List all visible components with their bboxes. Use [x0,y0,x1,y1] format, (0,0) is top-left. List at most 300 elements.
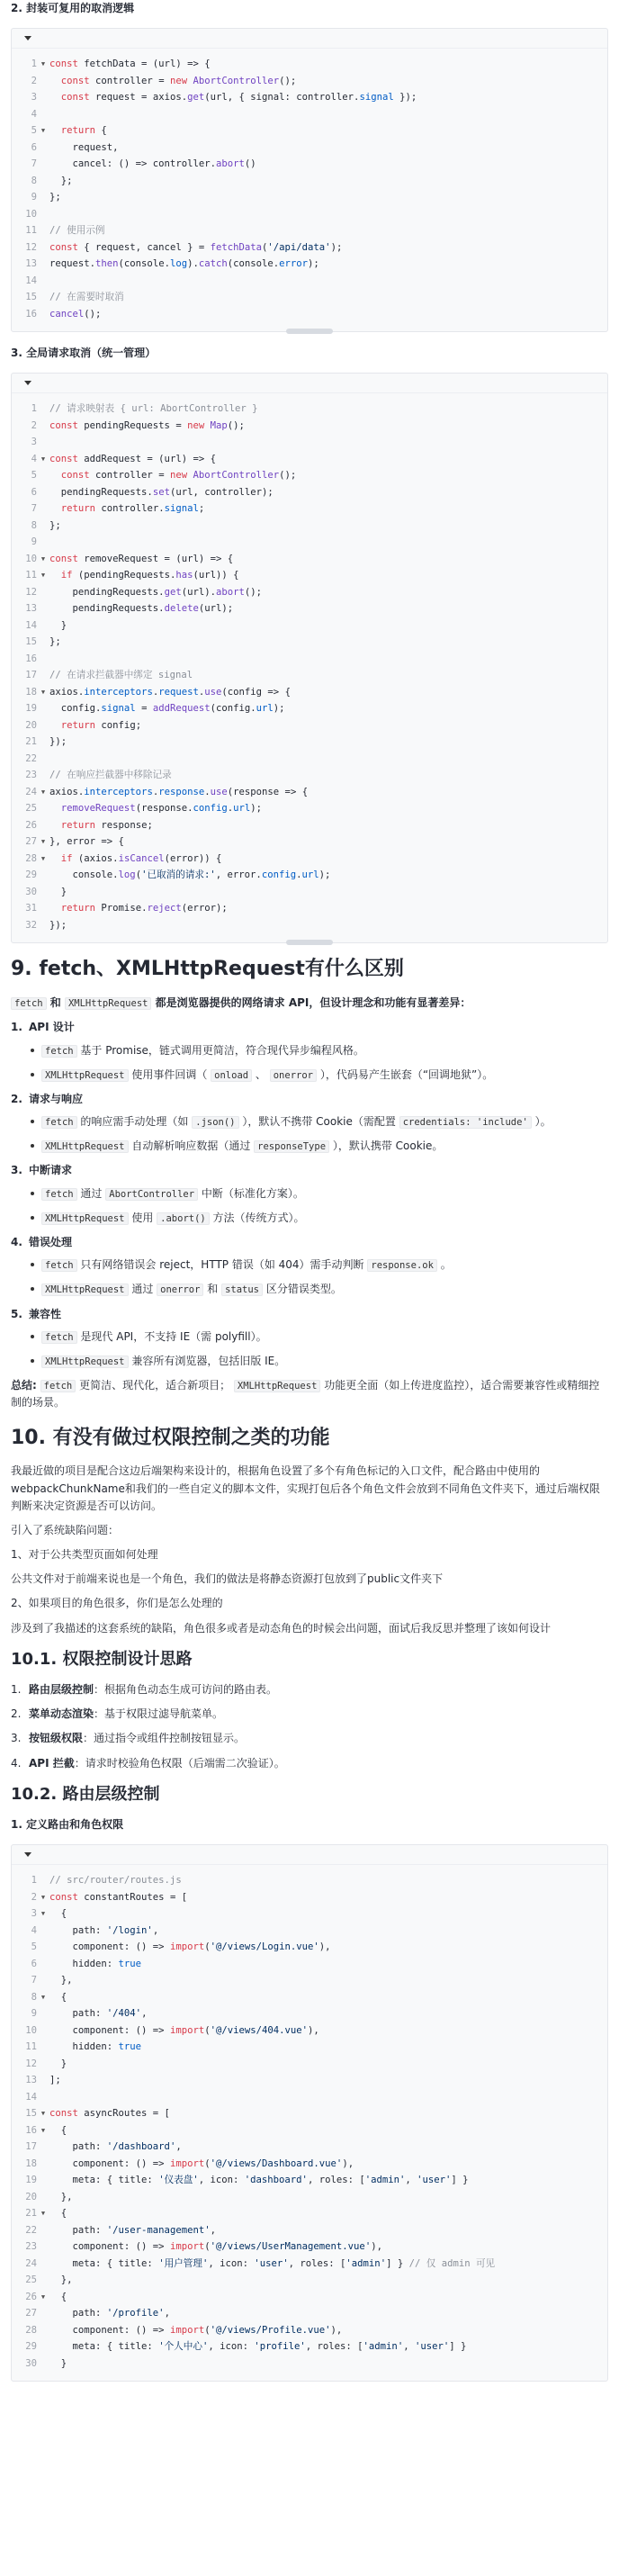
code-text: path: '/dashboard', [49,2141,182,2153]
inline-code: response.ok [367,1259,437,1272]
code-text: if (pendingRequests.has(url)) { [60,570,239,581]
code-text: config.signal = addRequest(config.url); [49,703,285,715]
code-line [12,867,607,884]
code-line [12,500,607,518]
item-number: 4. [11,1756,22,1770]
line-number: 25 [25,2274,37,2286]
inline-code: status [221,1283,263,1296]
code-line [12,2089,607,2106]
line-number: 25 [25,803,37,815]
line-number: 5 [31,470,37,482]
fold-gutter [37,2072,49,2089]
line-number: 14 [25,275,37,286]
line-number: 10 [25,2024,37,2036]
code-line [12,239,607,257]
code-line [12,289,607,306]
code-text: // 在响应拦截器中移除记录 [49,770,172,781]
line-number: 22 [25,752,37,764]
code-line [12,256,607,273]
inline-code: responseType [254,1140,329,1153]
design-item [11,1681,608,1698]
fold-gutter [37,2139,49,2156]
line-number: 13 [25,2075,37,2086]
fold-icon[interactable]: ▼ [40,2210,46,2218]
code-line [12,2156,607,2173]
fold-icon[interactable]: ▼ [40,2126,46,2134]
point-text: 和 [203,1283,222,1296]
line-number: 6 [31,141,37,153]
line-number: 19 [25,703,37,715]
line-number: 4 [31,453,37,464]
fold-gutter [37,222,49,239]
code-text: // 使用示例 [49,225,105,237]
code-text: const asyncRoutes = [ [49,2108,170,2120]
summary-paragraph [11,1377,608,1411]
design-item [11,1730,608,1747]
design-item [11,1706,608,1723]
code-line [12,817,607,834]
code-text: hidden: true [49,1958,142,1969]
heading-route-control: 10.2. 路由层级控制 [11,1784,160,1804]
code-text: // 在请求拦截器中绑定 signal [49,670,193,681]
code-text: } [49,619,67,631]
code-line [12,306,607,323]
inline-code: fetch [11,997,47,1010]
fold-gutter [37,1923,49,1940]
fold-icon[interactable]: ▼ [40,1993,46,2001]
fold-icon[interactable]: ▼ [40,838,46,846]
fold-gutter [37,817,49,834]
inline-code: onerror [157,1283,203,1296]
code-text: }, error => { [49,836,124,848]
code-line [12,1989,607,2006]
inline-code: fetch [40,1380,76,1392]
code-text: } [49,2357,67,2369]
code-line [12,684,607,701]
code-line [12,833,607,851]
point-text: 只有网络错误会 reject，HTTP 错误（如 404）需手动判断 [76,1258,368,1272]
fold-gutter [37,2272,49,2289]
intro-text: 和 [46,996,65,1010]
code-line [12,734,607,751]
code-line [12,2305,607,2322]
code-line [12,173,607,190]
summary-label: 总结: [11,1379,37,1392]
code-text [49,106,607,123]
comparison-item: 4. 错误处理 fetch 只有网络错误会 reject，HTTP 错误（如 404）需手动判断 response.ok 。 XMLHttpRequest 通过 onerror 和 status 区分错误类型。 [11,1234,608,1299]
code-line [12,800,607,817]
line-number: 28 [25,852,37,864]
code-line [12,418,607,435]
fold-gutter [37,2256,49,2273]
code-line [12,634,607,651]
inline-code: XMLHttpRequest [41,1212,129,1225]
fold-gutter [37,2222,49,2239]
fold-icon[interactable]: ▼ [40,60,46,68]
paragraph: 公共文件对于前端来说也是一个角色，我们的做法是将静态资源打包放到了public文件夹下 [11,1572,444,1586]
fold-gutter [37,500,49,518]
code-line [12,484,607,501]
fold-gutter [37,518,49,535]
code-line [12,2289,607,2306]
line-number: 15 [25,636,37,648]
fold-gutter [37,600,49,617]
point-text: 自动解析响应数据（通过 [128,1139,255,1153]
line-number: 13 [25,258,37,270]
fold-gutter [37,106,49,123]
fold-gutter [37,2022,49,2040]
code-line [12,106,607,123]
code-text: pendingRequests.delete(url); [49,603,234,615]
fold-gutter [37,1939,49,1956]
code-line [12,1939,607,1956]
line-number: 24 [25,2257,37,2269]
code-text: return Promise.reject(error); [60,903,228,914]
code-text: request.then(console.log).catch(console.error); [49,258,319,270]
line-number: 2 [31,75,37,86]
code-line [12,401,607,418]
point-text: 方法（传统方式）。 [209,1211,305,1224]
line-number: 26 [25,2291,37,2302]
code-text: console.log('已取消的请求:', error.config.url); [49,869,331,881]
code-line [12,917,607,934]
code-line [12,600,607,617]
code-text: // src/router/routes.js [49,1875,182,1887]
line-number: 29 [25,869,37,881]
fold-icon[interactable]: ▼ [40,1893,46,1901]
code-line [12,122,607,140]
comparison-heading: 中断请求 [29,1164,73,1177]
fold-icon[interactable]: ▼ [40,2110,46,2118]
code-line [12,222,607,239]
code-line [12,900,607,917]
fold-gutter [37,206,49,223]
line-number: 2 [31,419,37,431]
code-text: meta: { title: '个人中心', icon: 'profile', roles: ['admin', 'user'] } [49,2341,467,2353]
code-line [12,2172,607,2189]
line-number: 17 [25,670,37,681]
line-number: 7 [31,1975,37,1986]
comparison-item: 2. 请求与响应 fetch 的响应需手动处理（如 .json() ），默认不携带 Cookie（需配置 credentials: 'include' ）。 XMLHttpRequest 自动解析响应数据（通过 responseType ），默认携带 Cookie。 [11,1091,608,1156]
code-text: const { request, cancel } = fetchData('/api/data'); [49,241,343,253]
chevron-down-icon [24,381,31,385]
intro-paragraph [11,995,608,1012]
summary-text: 功能更全面（如上传进度监控），适合需要兼容性或精细控制的场景。 [11,1379,600,1410]
line-number: 28 [25,2324,37,2336]
chevron-down-icon [24,1852,31,1857]
code-text: }; [49,519,61,531]
inline-code: fetch [41,1188,77,1201]
fold-gutter [37,900,49,917]
chevron-down-icon [24,36,31,41]
fold-gutter [37,751,49,768]
fold-gutter [37,700,49,717]
code-text: removeRequest(response.config.url); [60,803,263,815]
fold-gutter [37,239,49,257]
line-number: 20 [25,2191,37,2202]
fold-gutter [37,401,49,418]
item-text: ：请求时校验角色权限（后端需二次验证）。 [74,1756,285,1770]
code-line [12,451,607,468]
line-number: 11 [25,570,37,581]
line-number: 21 [25,736,37,748]
code-text: }, [49,1975,73,1986]
line-number: 16 [25,308,37,320]
fold-gutter [37,734,49,751]
code-line [12,2322,607,2339]
line-number: 23 [25,770,37,781]
code-text: component: () => import('@/views/404.vue'), [49,2024,319,2036]
fold-gutter [37,667,49,684]
code-text [49,651,607,668]
code-text [49,273,607,290]
heading-fetch-vs-xhr: 9. fetch、XMLHttpRequest有什么区别 [11,958,404,981]
code-text: axios.interceptors.response.use(response => { [49,786,309,797]
code-body [12,393,607,942]
fold-gutter [37,2005,49,2022]
fold-gutter [37,156,49,173]
comparison-heading: 请求与响应 [29,1092,84,1105]
fold-gutter [37,2238,49,2256]
summary-text: 更简洁、现代化，适合新项目； [76,1379,234,1392]
fold-gutter [37,306,49,323]
inline-code: XMLHttpRequest [65,997,152,1010]
line-number: 31 [25,903,37,914]
code-text: }; [49,636,61,648]
point-text: 使用 [128,1211,157,1224]
point-text: ），代码易产生嵌套（“回调地狱”）。 [317,1067,494,1081]
heading-permission: 10. 有没有做过权限控制之类的功能 [11,1426,330,1449]
line-number: 12 [25,241,37,253]
inline-code: XMLHttpRequest [41,1283,129,1296]
paragraph: 涉及到了我描述的这套系统的缺陷，角色很多或者是动态角色的时候会出问题，面试后我反思并整理了该如何设计 [11,1621,552,1635]
line-number: 1 [31,59,37,70]
fold-gutter [37,634,49,651]
point-text: 的响应需手动处理（如 [76,1115,193,1129]
line-number: 18 [25,686,37,698]
code-text: hidden: true [49,2041,142,2053]
code-body [12,49,607,331]
code-text: return config; [60,719,142,731]
line-number: 8 [31,175,37,186]
line-number: 16 [25,2124,37,2136]
code-text: if (axios.isCancel(error)) { [60,852,222,864]
comparison-list [11,1019,608,1370]
comparison-item: 1. API 设计 fetch 基于 Promise，链式调用更简洁，符合现代异步编程风格。 XMLHttpRequest 使用事件回调（ onload 、 onerror ），代码易产生嵌套（“回调地狱”）。 [11,1019,608,1084]
code-text: { [49,2291,67,2302]
fold-gutter [37,2089,49,2106]
code-line [12,884,607,901]
fold-icon[interactable]: ▼ [40,554,46,563]
code-line [12,1972,607,1989]
code-line [12,2105,607,2122]
code-line [12,2338,607,2355]
line-number: 17 [25,2141,37,2153]
design-item [11,1755,608,1772]
code-body [12,1865,607,2381]
inline-code: fetch [41,1331,77,1344]
code-text: }, [49,2274,73,2286]
code-block-fetch-cancel [11,28,608,332]
code-text: const controller = new AbortController(); [60,75,297,86]
code-line [12,467,607,484]
code-line [12,206,607,223]
code-text: component: () => import('@/views/Login.vue'), [49,1941,331,1953]
line-number: 27 [25,836,37,848]
section-label-encapsulate: 2. 封装可复用的取消逻辑 [11,2,135,14]
comparison-point [41,1281,608,1298]
fold-gutter [37,584,49,601]
line-number: 9 [31,536,37,548]
code-text: { [49,1908,67,1920]
fold-gutter [37,767,49,784]
comparison-point [41,1138,608,1155]
line-number: 30 [25,2357,37,2369]
fold-gutter [37,651,49,668]
point-text: 基于 Promise，链式调用更简洁，符合现代异步编程风格。 [76,1043,364,1057]
paragraph: 2、如果项目的角色很多，你们是怎么处理的 [11,1597,223,1610]
line-number: 26 [25,819,37,831]
fold-icon[interactable]: ▼ [40,688,46,696]
code-text: const controller = new AbortController(); [60,470,297,482]
fold-icon[interactable]: ▼ [40,455,46,463]
code-text [49,434,607,451]
code-line [12,2039,607,2056]
code-text: } [49,886,67,897]
code-collapse-toggle[interactable] [12,1845,607,1865]
code-text: const addRequest = (url) => { [49,453,216,464]
design-list [11,1681,608,1772]
code-text: // 在需要时取消 [49,292,124,303]
fold-icon[interactable]: ▼ [40,1910,46,1918]
fold-gutter [37,717,49,734]
horizontal-scrollbar[interactable] [286,329,333,334]
code-collapse-toggle[interactable] [12,374,607,393]
code-collapse-toggle[interactable] [12,29,607,49]
fold-gutter [37,2338,49,2355]
code-text: { [49,1991,67,2003]
comparison-heading: 兼容性 [29,1307,62,1320]
fold-gutter [37,534,49,551]
item-number: 1. [11,1683,22,1697]
code-line [12,2022,607,2040]
fold-icon[interactable]: ▼ [40,788,46,796]
fold-gutter [37,867,49,884]
comparison-point [41,1185,608,1202]
inline-code: XMLHttpRequest [41,1069,129,1082]
code-text [49,534,607,551]
comparison-point [41,1042,608,1059]
point-text: 通过 [128,1283,157,1296]
fold-icon[interactable]: ▼ [40,572,46,580]
line-number: 27 [25,2308,37,2319]
line-number: 5 [31,1941,37,1953]
line-number: 32 [25,919,37,931]
code-line [12,1923,607,1940]
line-number: 8 [31,1991,37,2003]
code-line [12,1905,607,1923]
fold-icon[interactable]: ▼ [40,854,46,862]
fold-gutter [37,1872,49,1889]
fold-gutter [37,256,49,273]
inline-code: .json() [192,1116,238,1129]
code-text: pendingRequests.set(url, controller); [49,486,274,498]
line-number: 6 [31,1958,37,1969]
fold-gutter [37,89,49,106]
code-text: }); [49,736,67,748]
code-text [49,751,607,768]
line-number: 1 [31,1875,37,1887]
fold-icon[interactable]: ▼ [40,2292,46,2301]
code-line [12,156,607,173]
point-text: ）。 [531,1115,552,1129]
code-text: cancel: () => controller.abort() [49,158,256,170]
fold-gutter [37,2039,49,2056]
code-line [12,2256,607,2273]
line-number: 12 [25,2058,37,2069]
code-line [12,851,607,868]
fold-gutter [37,467,49,484]
code-line [12,667,607,684]
code-line [12,717,607,734]
fold-gutter [37,617,49,635]
code-text: path: '/login', [49,1924,159,1936]
item-text: ：通过指令或组件控制按钮显示。 [83,1732,246,1745]
paragraph: 我最近做的项目是配合这边后端架构来设计的，根据角色设置了多个有角色标记的入口文件，配合路由中使用的webpackChunkName和我们的一些自定义的脚本文件，实现打包后各个角色文件会放到不同角色文件夹下，通过后端权限判断来决定资源是否可以访问。 [11,1464,600,1512]
section-label-define-routes: 1. 定义路由和角色权限 [11,1817,124,1831]
fold-gutter [37,484,49,501]
comparison-heading: 错误处理 [29,1236,73,1249]
code-line [12,567,607,584]
intro-text: 都是浏览器提供的网络请求 API，但设计理念和功能有显著差异： [151,996,471,1010]
fold-gutter [37,434,49,451]
code-line [12,534,607,551]
fold-gutter [37,140,49,157]
code-line [12,2139,607,2156]
code-line [12,2272,607,2289]
line-number: 19 [25,2175,37,2186]
line-number: 2 [31,1891,37,1903]
horizontal-scrollbar[interactable] [286,940,333,945]
code-text: component: () => import('@/views/UserManagement.vue'), [49,2241,382,2253]
fold-icon[interactable]: ▼ [40,127,46,135]
paragraph: 引入了系统缺陷问题： [11,1523,120,1536]
code-line [12,651,607,668]
code-line [12,1872,607,1889]
code-text: axios.interceptors.request.use(config => { [49,686,291,698]
line-number: 10 [25,553,37,564]
item-text: ：基于权限过滤导航菜单。 [94,1707,224,1721]
code-text: }, [49,2191,73,2202]
fold-gutter [37,917,49,934]
inline-code: onload [211,1069,252,1082]
code-line [12,2005,607,2022]
code-line [12,784,607,801]
code-text: return response; [60,819,153,831]
line-number: 10 [25,208,37,220]
point-text: 通过 [76,1186,106,1200]
paragraph: 1、对于公共类型页面如何处理 [11,1548,158,1562]
fold-gutter [37,173,49,190]
point-text: 。 [436,1258,452,1272]
fold-gutter [37,273,49,290]
code-text: component: () => import('@/views/Dashboard.vue'), [49,2157,354,2169]
code-text: request, [49,141,119,153]
code-block-routes [11,1844,608,2382]
code-text: const fetchData = (url) => { [49,59,211,70]
code-text: meta: { title: '仪表盘', icon: 'dashboard', roles: ['admin', 'user'] } [49,2175,469,2186]
line-number: 22 [25,2224,37,2236]
